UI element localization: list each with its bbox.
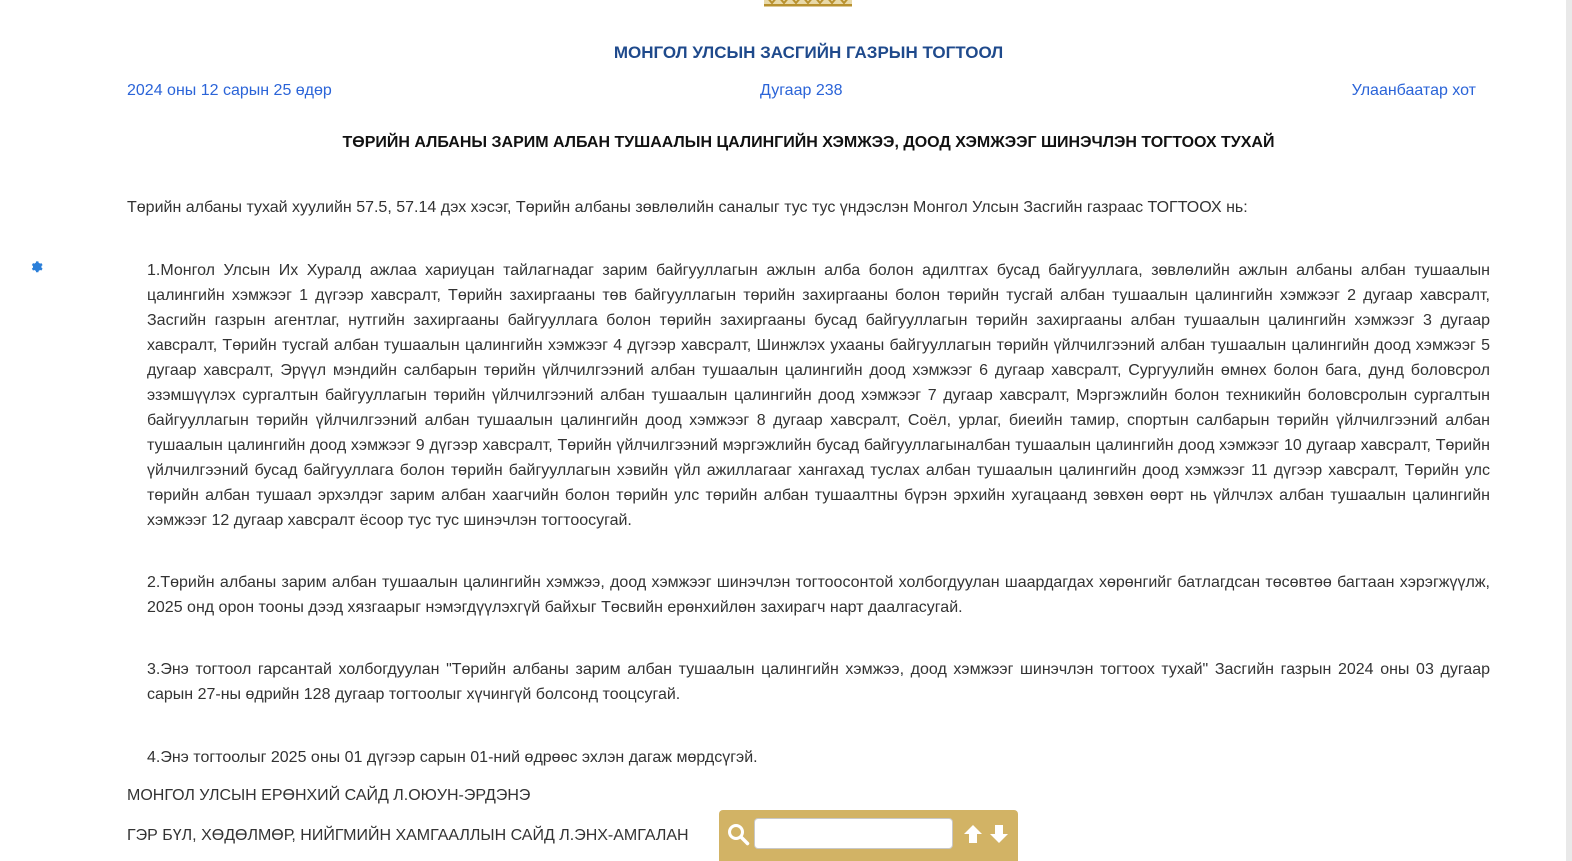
- document-city: Улаанбаатар хот: [1351, 82, 1476, 99]
- scrollbar[interactable]: [1566, 0, 1572, 861]
- document-meta: [127, 82, 1476, 104]
- document-title: ТӨРИЙН АЛБАНЫ ЗАРИМ АЛБАН ТУШААЛЫН ЦАЛИНГИЙН ХЭМЖЭЭ, ДООД ХЭМЖЭЭГ ШИНЭЧЛЭН ТОГТООХ ТУХАЙ: [342, 134, 1275, 151]
- gear-icon[interactable]: [29, 259, 43, 273]
- document-date: 2024 оны 12 сарын 25 өдөр: [127, 82, 332, 99]
- document-preamble: Төрийн албаны тухай хуулийн 57.5, 57.14 дэх хэсэг, Төрийн албаны зөвлөлийн саналыг тус тус үндэслэн Монгол Улсын Засгийн газраас ТОГТООХ нь:: [127, 199, 1248, 216]
- search-input[interactable]: [754, 818, 953, 849]
- search-icon[interactable]: [726, 822, 750, 846]
- state-emblem-icon: [760, 0, 856, 10]
- paragraph-3: 3.Энэ тогтоол гарсантай холбогдуулан "Төрийн албаны зарим албан тушаалын цалингийн хэмжээ, доод хэмжээг шинэчлэн тогтоох тухай" Засгийн газрын 2024 оны 03 дугаар сарын 27-ны өдрийн 128 дугаар тогтоолыг хүчингүй болсонд тооцсугай.: [147, 661, 1490, 703]
- signature-minister: ГЭР БҮЛ, ХӨДӨЛМӨР, НИЙГМИЙН ХАМГААЛЛЫН САЙД Л.ЭНХ-АМГАЛАН: [127, 827, 689, 844]
- arrow-down-icon[interactable]: [987, 822, 1011, 846]
- government-title: МОНГОЛ УЛСЫН ЗАСГИЙН ГАЗРЫН ТОГТООЛ: [613, 43, 1004, 62]
- arrow-up-icon[interactable]: [961, 822, 985, 846]
- find-in-page-bar: [719, 810, 1018, 861]
- paragraph-1: 1.Монгол Улсын Их Хуралд ажлаа хариуцан тайлагнадаг зарим байгууллагын ажлын алба болон адилтгах бусад байгууллага, зөвлөлийн ажлын албаны албан тушаалын цалингийн хэмжээг 1 дүгээр хавсралт, Төрийн захиргааны төв байгууллагын төрийн захиргааны болон төрийн тусгай албан тушаалын цалингийн хэмжээг 2 дугаар хавсралт, Засгийн газрын агентлаг, нутгийн захиргааны байгууллага болон төрийн захиргааны бусад байгууллагын төрийн захиргааны албан тушаалын цалингийн хэмжээг 3 дугаар хавсралт, Төрийн тусгай албан тушаалын цалингийн хэмжээг 4 дүгээр хавсралт, Шинжлэх ухааны байгууллагын төрийн үйлчилгээний албан тушаалын цалингийн доод хэмжээг 5 дугаар хавсралт, Эрүүл мэндийн салбарын төрийн үйлчилгээний албан тушаалын цалингийн доод хэмжээг 6 дугаар хавсралт, Сургуулийн өмнөх болон бага, дунд боловсрол эзэмшүүлэх сургалтын байгууллагын төрийн үйлчилгээний албан тушаалын цалингийн доод хэмжээг 7 дугаар хавсралт, Мэргэжлийн болон техникийн боловсролын сургалтын байгууллагын төрийн үйлчилгээний албан тушаалын цалингийн доод хэмжээг 8 дугаар хавсралт, Соёл, урлаг, биеийн тамир, спортын салбарын төрийн үйлчилгээний албан тушаалын цалингийн доод хэмжээг 9 дүгээр хавсралт, Төрийн үйлчилгээний мэргэжлийн бусад байгууллагыналбан тушаалын цалингийн доод хэмжээг 10 дугаар хавсралт, Төрийн үйлчилгээний бусад байгууллага болон төрийн байгууллагын хэвийн үйл ажиллагааг хангахад туслах албан тушаалын цалингийн доод хэмжээг 11 дүгээр хавсралт, Төрийн улс төрийн албан тушаал эрхэлдэг зарим албан хаагчийн болон төрийн улс төрийн албан тушаалтны бүрэн эрхийн хугацаанд зөвхөн өөрт нь үйлчлэх албан тушаалын цалингийн хэмжээг 12 дугаар хавсралт ёсоор тус тус шинэчлэн тогтоосугай.: [147, 262, 1490, 529]
- document-number: Дугаар 238: [760, 82, 843, 99]
- paragraph-2: 2.Төрийн албаны зарим албан тушаалын цалингийн хэмжээ, доод хэмжээг шинэчлэн тогтоосонтой холбогдуулан шаардагдах хөрөнгийг батлагдсан төсөвтөө багтаан хэрэгжүүлж, 2025 онд орон тооны дээд хязгаарыг нэмэгдүүлэхгүй байхыг Төсвийн ерөнхийлөн захирагч нарт даалгасугай.: [147, 574, 1490, 616]
- paragraph-4: 4.Энэ тогтоолыг 2025 оны 01 дүгээр сарын 01-ний өдрөөс эхлэн дагаж мөрдсүгэй.: [147, 749, 758, 766]
- signature-prime-minister: МОНГОЛ УЛСЫН ЕРӨНХИЙ САЙД Л.ОЮУН-ЭРДЭНЭ: [127, 787, 531, 804]
